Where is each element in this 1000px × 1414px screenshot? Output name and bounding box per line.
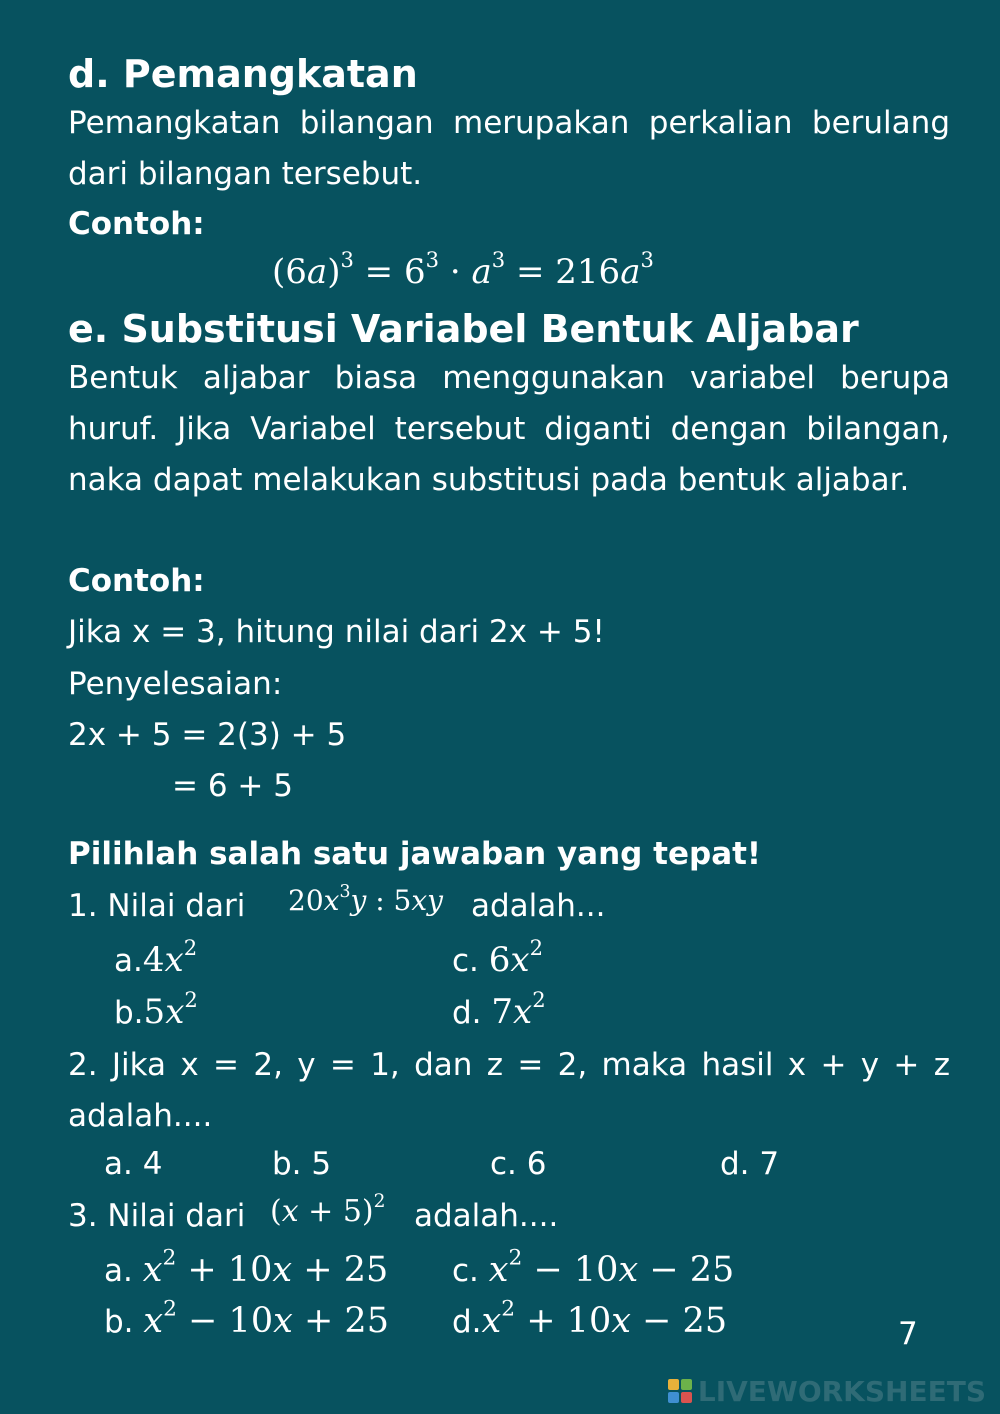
- q2-text: 2. Jika x = 2, y = 1, dan z = 2, maka hasil x + y + z adalah....: [68, 1047, 950, 1134]
- q2-option-d[interactable]: d. 7: [720, 1146, 780, 1182]
- q1-expression: $20x^3y$ : 5xy: [288, 881, 443, 917]
- q3-expression: $(x + 5)^2$: [270, 1191, 386, 1229]
- q1-option-c[interactable]: c. $6x^2$: [452, 935, 544, 980]
- section-e-title: e. Substitusi Variabel Bentuk Aljabar: [68, 307, 859, 351]
- section-d-title: d. Pemangkatan: [68, 52, 418, 96]
- q3-option-b[interactable]: b. $x^2 - 10x + 25$: [104, 1296, 389, 1341]
- q3-option-c[interactable]: c. $x^2 - 10x - 25$: [452, 1245, 735, 1290]
- section-d-paragraph: Pemangkatan bilangan merupakan perkalian berulang dari bilangan tersebut.: [68, 105, 950, 192]
- watermark-text: LIVEWORKSHEETS: [697, 1374, 986, 1408]
- solution-label: Penyelesaian:: [68, 666, 283, 702]
- section-e-example-label: Contoh:: [68, 563, 205, 599]
- q1-option-a[interactable]: $a.4x^2$: [114, 935, 198, 980]
- quiz-instruction: Pilihlah salah satu jawaban yang tepat!: [68, 836, 762, 872]
- q3-option-a[interactable]: a. $x^2 + 10x + 25$: [104, 1245, 389, 1290]
- q2-option-b[interactable]: b. 5: [272, 1146, 332, 1182]
- q1-option-d[interactable]: d. $7x^2$: [452, 987, 546, 1032]
- liveworksheets-logo-icon: [668, 1379, 692, 1403]
- q3-prefix: 3. Nilai dari: [68, 1198, 246, 1234]
- section-d-example-label: Contoh:: [68, 206, 205, 242]
- q3-suffix: adalah....: [414, 1198, 559, 1234]
- q1-prefix: 1. Nilai dari: [68, 888, 246, 924]
- section-e-paragraph: Bentuk aljabar biasa menggunakan variabel berupa huruf. Jika Variabel tersebut diganti dengan bilangan, naka dapat melakukan substitusi pada bentuk aljabar.: [68, 360, 950, 498]
- power-formula: $(6a)^3 = 6^3 \cdot a^3 = 216a^3$: [272, 247, 654, 292]
- q2-option-c[interactable]: c. 6: [490, 1146, 547, 1182]
- solution-step-1: 2x + 5 = 2(3) + 5: [68, 717, 347, 753]
- q3-option-d[interactable]: $d.x^2 + 10x - 25$: [452, 1296, 728, 1341]
- solution-step-2: = 6 + 5: [172, 768, 293, 804]
- example-question: Jika x = 3, hitung nilai dari 2x + 5!: [68, 614, 605, 650]
- q1-suffix: adalah...: [471, 888, 606, 924]
- page-number: 7: [898, 1316, 918, 1352]
- q1-option-b[interactable]: $b.5x^2$: [114, 987, 198, 1032]
- liveworksheets-watermark: [668, 1374, 986, 1408]
- q2-option-a[interactable]: a. 4: [104, 1146, 163, 1182]
